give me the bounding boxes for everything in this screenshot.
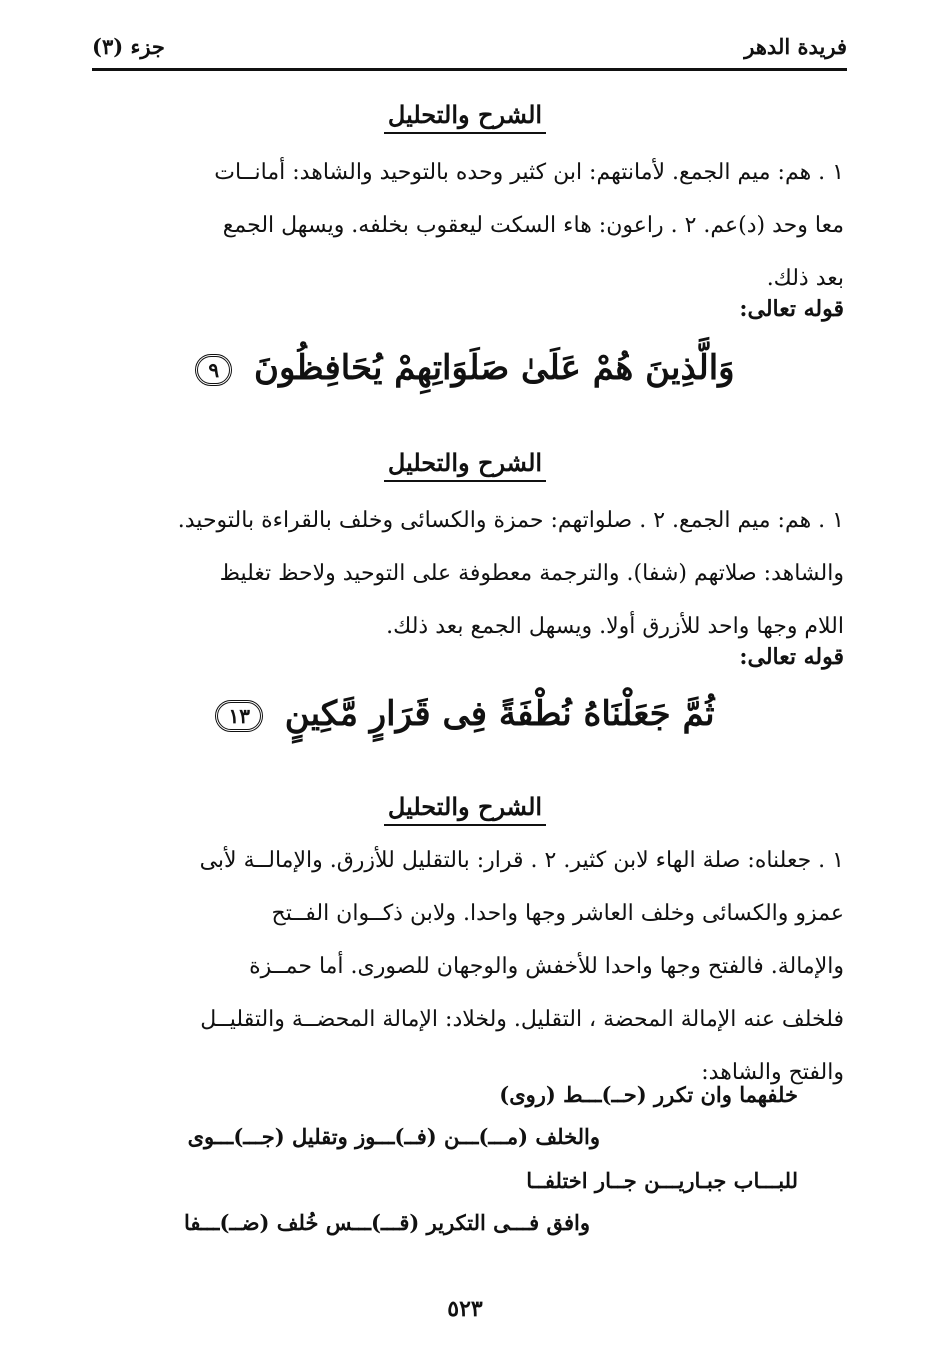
qawluh-label: قوله تعالى: — [739, 296, 844, 322]
commentary-line: ١ . هم: ميم الجمع. ٢ . صلواتهم: حمزة والكسائى وخلف بالقراءة بالتوحيد. — [177, 508, 844, 533]
section-heading-text: الشرح والتحليل — [384, 100, 546, 134]
commentary-line: والفتح والشاهد: — [701, 1060, 844, 1085]
poem-line: وافق فـــى التكرير (قـــ)ـــس خُلف (ضــ)ـــفا — [183, 1210, 590, 1235]
poem-line: للبـــاب جبـاريـــن جــار اختلفــا — [526, 1168, 798, 1193]
section-heading-text: الشرح والتحليل — [384, 792, 546, 826]
poem-line: خلفهما وان تكرر (حــ)ـــط (روى) — [499, 1082, 798, 1107]
section-heading-text: الشرح والتحليل — [384, 448, 546, 482]
verse-text: ثُمَّ جَعَلْنَاهُ نُطْفَةً فِى قَرَارٍ مَّكِينٍ — [284, 694, 715, 734]
running-header — [92, 28, 847, 71]
commentary-line: عمزو والكسائى وخلف العاشر وجها واحدا. ولابن ذكــوان الفــتح — [271, 901, 844, 926]
page-number: ٥٢٣ — [447, 1296, 483, 1322]
commentary-block — [104, 494, 844, 653]
book-title: فريدة الدهر — [744, 34, 847, 59]
qawluh-label: قوله تعالى: — [739, 644, 844, 670]
ayah-number-marker: ١٣ — [215, 700, 262, 732]
commentary-block — [104, 834, 844, 1099]
commentary-line: فلخلف عنه الإمالة المحضة ، التقليل. ولخلاد: الإمالة المحضــة والتقليــل — [200, 1007, 844, 1032]
commentary-block — [104, 146, 844, 305]
section-heading — [0, 792, 930, 826]
commentary-line: والشاهد: صلاتهم (شفا). والترجمة معطوفة على التوحيد ولاحظ تغليظ — [219, 561, 844, 586]
verse-text: وَالَّذِينَ هُمْ عَلَىٰ صَلَوَاتِهِمْ يُحَافِظُونَ — [254, 348, 735, 388]
commentary-line: ١ . جعلناه: صلة الهاء لابن كثير. ٢ . قرار: بالتقليل للأزرق. والإمالــة لأبى — [199, 848, 844, 873]
commentary-line: اللام وجها واحد للأزرق أولا. ويسهل الجمع بعد ذلك. — [386, 614, 844, 639]
quran-verse — [0, 694, 930, 734]
commentary-line: معا وحد (د)عم. ٢ . راعون: هاء السكت ليعقوب بخلفه. ويسهل الجمع — [222, 213, 844, 238]
commentary-line: والإمالة. فالفتح وجها واحدا للأخفش والوجهان للصورى. أما حمــزة — [249, 954, 844, 979]
commentary-line: بعد ذلك. — [766, 266, 844, 291]
part-label: جزء (٣) — [92, 34, 165, 59]
poem-line: والخلف (مـــ)ـــن (فــ)ـــوز وتقليل (جـــ)ـــوى — [187, 1124, 600, 1149]
section-heading — [0, 448, 930, 482]
ayah-number-marker: ٩ — [195, 354, 232, 386]
commentary-line: ١ . هم: ميم الجمع. لأمانتهم: ابن كثير وحده بالتوحيد والشاهد: أمانــات — [214, 160, 844, 185]
quran-verse — [0, 348, 930, 388]
section-heading — [0, 100, 930, 134]
